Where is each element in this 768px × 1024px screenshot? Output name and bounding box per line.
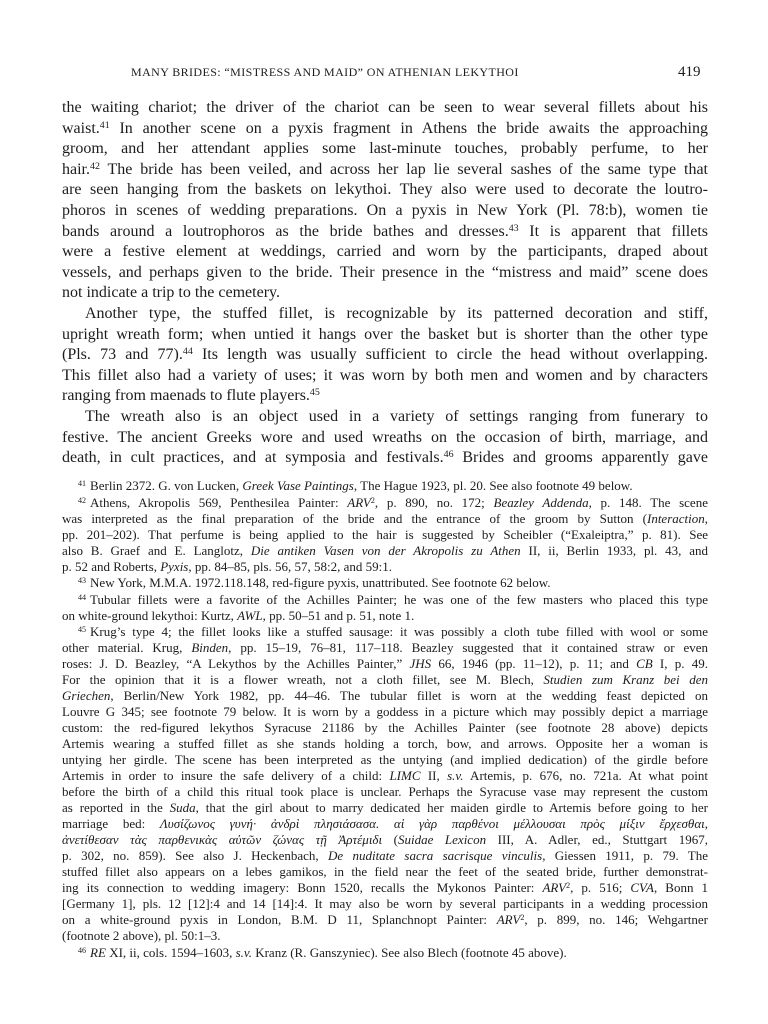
italic-text: s.v. — [235, 944, 252, 960]
superscript-reference: 2 — [370, 495, 375, 505]
text-run: [Germany 1], pls. 12 [12]:4 and 14 [14]:4. It may also be worn by several participants in a wedding procession — [62, 896, 708, 912]
text-line — [62, 864, 708, 880]
italic-text: Die antiken Vasen von der Akropolis zu Athen — [250, 542, 521, 558]
text-run: p. 52 and Roberts, — [62, 558, 161, 574]
italic-text: De nuditate sacra sacrisque vinculis — [327, 848, 543, 864]
text-run: Athens, Akropolis 569, Penthesilea Painter: — [90, 494, 348, 510]
text-run: vessels, and perhaps given to the bride. Their presence in the “mistress and maid” scene does — [62, 263, 708, 281]
text-run: Brides and grooms apparently gave — [453, 449, 709, 467]
text-run: The bride has been veiled, and across her lap lie several sashes of the same type that — [99, 160, 708, 178]
italic-text: ARV — [347, 494, 371, 510]
text-run: II, ii, Berlin 1933, pl. 43, and — [520, 542, 708, 558]
text-run: I, p. 49. — [652, 656, 708, 672]
text-line — [62, 688, 708, 704]
text-run: , The Hague 1923, pl. 20. See also footnote 49 below. — [353, 478, 633, 493]
italic-text: JHS — [409, 656, 432, 672]
superscript-reference: 2 — [566, 881, 571, 891]
text-run: festive. The ancient Greeks wore and used wreaths on the occasion of birth, marriage, and — [62, 428, 708, 446]
text-run: not indicate a trip to the cemetery. — [62, 284, 280, 302]
text-line — [62, 896, 708, 912]
text-run: New York, M.M.A. 1972.118.148, red-figure pyxis, unattributed. See footnote 62 below. — [90, 575, 551, 591]
text-line — [62, 928, 708, 944]
text-run: (footnote 2 above), pl. 50:1–3. — [62, 928, 221, 944]
text-line — [62, 543, 708, 559]
text-line — [62, 608, 708, 624]
text-line — [62, 448, 708, 469]
text-line — [62, 325, 708, 346]
text-line — [62, 800, 708, 816]
text-run: , Berlin/New York 1982, pp. 44–46. The tubular fillet is worn at the wedding feast depicted on — [110, 688, 708, 704]
text-run: In another scene on a pyxis fragment in Athens the bride awaits the approaching — [109, 119, 708, 137]
text-run: the waiting chariot; the driver of the chariot can be seen to wear several fillets about his — [62, 99, 708, 116]
italic-text: Suda — [169, 800, 196, 816]
text-line — [62, 386, 708, 407]
text-line — [62, 511, 708, 527]
text-line — [62, 945, 708, 961]
text-line — [62, 592, 708, 608]
text-run: roses: J. D. Beazley, “A Lekythos by the Achilles Painter,” — [62, 656, 410, 672]
text-run: before the birth of a child this ritual took place is unclear. Perhaps the Syracuse vase may represent the custom — [62, 784, 708, 800]
italic-text: Λυσίζωνος γυνή· ἀνδρὶ πλησιάσασα. αἱ γὰρ παρθένοι μέλλουσαι πρὸς μίξιν ἔρχεσθαι, — [159, 816, 709, 832]
text-run: , p. 148. The scene — [588, 494, 708, 510]
text-run: , pp. 50–51 and p. 51, note 1. — [262, 607, 415, 623]
superscript-reference: 45 — [309, 387, 320, 399]
italic-text: Griechen — [62, 688, 111, 704]
text-run: Berlin 2372. G. von Lucken, — [90, 478, 243, 493]
text-line — [62, 119, 708, 140]
superscript-reference: 42 — [90, 160, 100, 172]
footnote-number: 44 — [78, 592, 87, 602]
text-run: , pp. 84–85, pls. 56, 57, 58:2, and 59:1. — [188, 558, 393, 574]
footnote — [62, 945, 708, 961]
text-run: , — [704, 510, 708, 526]
text-run: untying her girdle. The scene has been interpreted as the untying (and implied dedication) of the girdle before — [62, 752, 708, 768]
text-run: phoros in scenes of wedding preparations. On a pyxis in New York (Pl. 78:b), women tie — [62, 201, 708, 219]
footnote-number: 46 — [78, 945, 87, 955]
text-run: Another type, the stuffed fillet, is recognizable by its patterned decoration and stiff, — [85, 304, 708, 322]
text-run: II, — [420, 768, 448, 784]
text-line — [62, 752, 708, 768]
footnote — [62, 624, 708, 944]
text-line — [62, 784, 708, 800]
body-text — [62, 98, 708, 469]
text-run: were a festive element at weddings, carried and worn by the participants, draped about — [62, 243, 708, 261]
text-line — [62, 98, 708, 119]
text-line — [62, 704, 708, 720]
text-line — [62, 478, 708, 494]
text-run: Kranz (R. Ganszyniec). See also Blech (footnote 45 above). — [251, 944, 567, 960]
superscript-reference: 2 — [520, 913, 525, 923]
footnote-number: 41 — [78, 478, 87, 488]
text-line — [62, 222, 708, 243]
text-run: on a white-ground pyxis in London, B.M. D 11, Splanchnopt Painter: — [62, 912, 497, 928]
text-line — [62, 283, 708, 304]
text-line — [62, 263, 708, 284]
text-line — [62, 912, 708, 928]
text-run: III, A. Adler, ed., Stuttgart 1967, — [486, 832, 708, 848]
text-run: Artemis, p. 676, no. 721a. At what point — [463, 768, 708, 784]
text-line — [62, 575, 708, 591]
page-number: 419 — [678, 64, 701, 80]
paragraph — [62, 407, 708, 469]
text-line — [62, 816, 708, 832]
text-run: ( — [382, 832, 398, 848]
text-run: , p. 516; — [570, 880, 631, 896]
italic-text: CB — [636, 656, 653, 672]
text-line — [62, 848, 708, 864]
text-run: Krug’s type 4; the fillet looks like a stuffed sausage: it was possibly a cloth tube filled with wool or some — [90, 624, 708, 640]
footnote — [62, 495, 708, 575]
superscript-reference: 46 — [443, 449, 454, 461]
footnote-number: 42 — [78, 495, 87, 505]
text-run: , p. 899, no. 146; Wehgartner — [524, 912, 708, 928]
italic-text: ἀνετίθεσαν τὰς παρθενικὰς αὐτῶν ζώνας τῇ Ἀρτέμιδι — [62, 832, 383, 848]
text-run: Louvre G 345; see footnote 79 below. It is worn by a goddess in a picture which may possibly depict a marriage — [62, 704, 708, 720]
footnotes — [62, 478, 708, 961]
text-line — [62, 832, 708, 848]
italic-text: Suidae Lexicon — [397, 832, 487, 848]
text-line — [62, 672, 708, 688]
text-run: It is apparent that fillets — [518, 222, 708, 240]
text-run: also B. Graef and E. Langlotz, — [62, 542, 251, 558]
text-line — [62, 160, 708, 181]
superscript-reference: 41 — [99, 119, 110, 131]
italic-text: Greek Vase Paintings — [242, 478, 354, 493]
footnote-number: 45 — [78, 625, 87, 635]
superscript-reference: 43 — [508, 222, 519, 234]
text-run: ranging from maenads to flute players. — [62, 387, 310, 405]
text-run: groom, and her attendant applies some last-minute touches, probably perfume, to her — [62, 140, 708, 158]
text-run: Artemis wearing a stuffed fillet as she stands holding a torch, bow, and arrows. Opposite her a woman is — [62, 736, 708, 752]
italic-text: Studien zum Kranz bei den — [543, 672, 708, 688]
text-run: p. 302, no. 859). See also J. Heckenbach, — [62, 848, 328, 864]
italic-text: Pyxis — [160, 558, 189, 574]
text-line — [62, 736, 708, 752]
text-line — [62, 366, 708, 387]
text-line — [62, 201, 708, 222]
italic-text: Binden — [191, 640, 229, 656]
text-run: pp. 201–202). That perfume is being applied to the hair is suggested by Scheibler (“Exaleiptra,” p. 81). See — [62, 526, 708, 542]
text-line — [62, 656, 708, 672]
text-run: upright wreath form; when untied it hangs over the basket but is shorter than the other type — [62, 325, 708, 343]
text-run: ing its connection to wedding imagery: Bonn 1520, recalls the Mykonos Painter: — [62, 880, 543, 896]
paragraph — [62, 304, 708, 407]
text-run: For the opinion that it is a flower wreath, not a cloth fillet, see M. Blech, — [62, 672, 544, 688]
text-line — [62, 180, 708, 201]
italic-text: AWL — [237, 607, 263, 623]
italic-text: Beazley Addenda — [493, 494, 589, 510]
superscript-reference: 44 — [182, 346, 193, 358]
text-run: waist. — [62, 119, 100, 137]
text-line — [62, 880, 708, 896]
text-run: bands around a loutrophoros as the bride bathes and dresses. — [62, 222, 509, 240]
text-line — [62, 720, 708, 736]
text-run: This fillet also had a variety of uses; it was worn by both men and women and by characters — [62, 366, 708, 384]
italic-text: Interaction — [646, 510, 705, 526]
footnote — [62, 575, 708, 591]
italic-text: RE — [90, 944, 106, 960]
text-run: death, in cult practices, and at symposia and festivals. — [62, 449, 444, 467]
text-run: Its length was usually sufficient to circle the head without overlapping. — [192, 346, 709, 364]
text-line — [62, 495, 708, 511]
text-run: , Bonn 1 — [653, 880, 708, 896]
text-line — [62, 640, 708, 656]
text-line — [62, 304, 708, 325]
footnote — [62, 478, 708, 494]
italic-text: ARV — [542, 880, 567, 896]
text-run: (Pls. 73 and 77). — [62, 346, 183, 364]
text-run: 66, 1946 (pp. 11–12), p. 11; and — [431, 656, 637, 672]
text-run: , pp. 15–19, 76–81, 117–118. Beazley suggested that it contained straw or even — [228, 640, 708, 656]
text-line — [62, 242, 708, 263]
text-line — [62, 527, 708, 543]
text-run: Artemis in order to insure the safe delivery of a child: — [62, 768, 390, 784]
text-run: stuffed fillet also appears on a lebes gamikos, in the field near the feet of the seated bride, further demonstrat- — [62, 864, 708, 880]
text-run: , Giessen 1911, p. 79. The — [542, 848, 708, 864]
footnote-number: 43 — [78, 576, 87, 586]
text-run: other material. Krug, — [62, 640, 192, 656]
text-line — [62, 559, 708, 575]
text-line — [62, 345, 708, 366]
italic-text: ARV — [496, 912, 521, 928]
text-run: XI, ii, cols. 1594–1603, — [105, 944, 236, 960]
text-run: , that the girl about to marry dedicated her maiden girdle to Artemis before going to her — [195, 800, 708, 816]
italic-text: LIMC — [389, 768, 421, 784]
footnote — [62, 592, 708, 624]
text-run: was interpreted as the final preparation of the bride and the entrance of the groom by Sutton ( — [62, 510, 647, 526]
italic-text: s.v. — [447, 768, 464, 784]
text-run: on white-ground lekythoi: Kurtz, — [62, 607, 238, 623]
paragraph — [62, 98, 708, 304]
text-run: Tubular fillets were a favorite of the Achilles Painter; he was one of the few masters who placed this type — [90, 591, 708, 607]
running-head: MANY BRIDES: “MISTRESS AND MAID” ON ATHENIAN LEKYTHOI — [131, 65, 519, 79]
text-line — [62, 768, 708, 784]
text-run: hair. — [62, 160, 90, 178]
italic-text: CVA — [630, 880, 654, 896]
text-run: , p. 890, no. 172; — [374, 494, 494, 510]
text-line — [62, 624, 708, 640]
text-run: marriage bed: — [62, 816, 160, 832]
text-run: The wreath also is an object used in a variety of settings ranging from funerary to — [85, 407, 708, 425]
text-run: custom: the red-figured lekythos Syracuse 21186 by the Achilles Painter (see footnote 28 above) depicts — [62, 720, 708, 736]
text-line — [62, 407, 708, 428]
text-run: are seen hanging from the baskets on lekythoi. They also were used to decorate the loutro- — [62, 181, 708, 199]
text-line — [62, 428, 708, 449]
text-line — [62, 139, 708, 160]
text-run: as reported in the — [62, 800, 170, 816]
